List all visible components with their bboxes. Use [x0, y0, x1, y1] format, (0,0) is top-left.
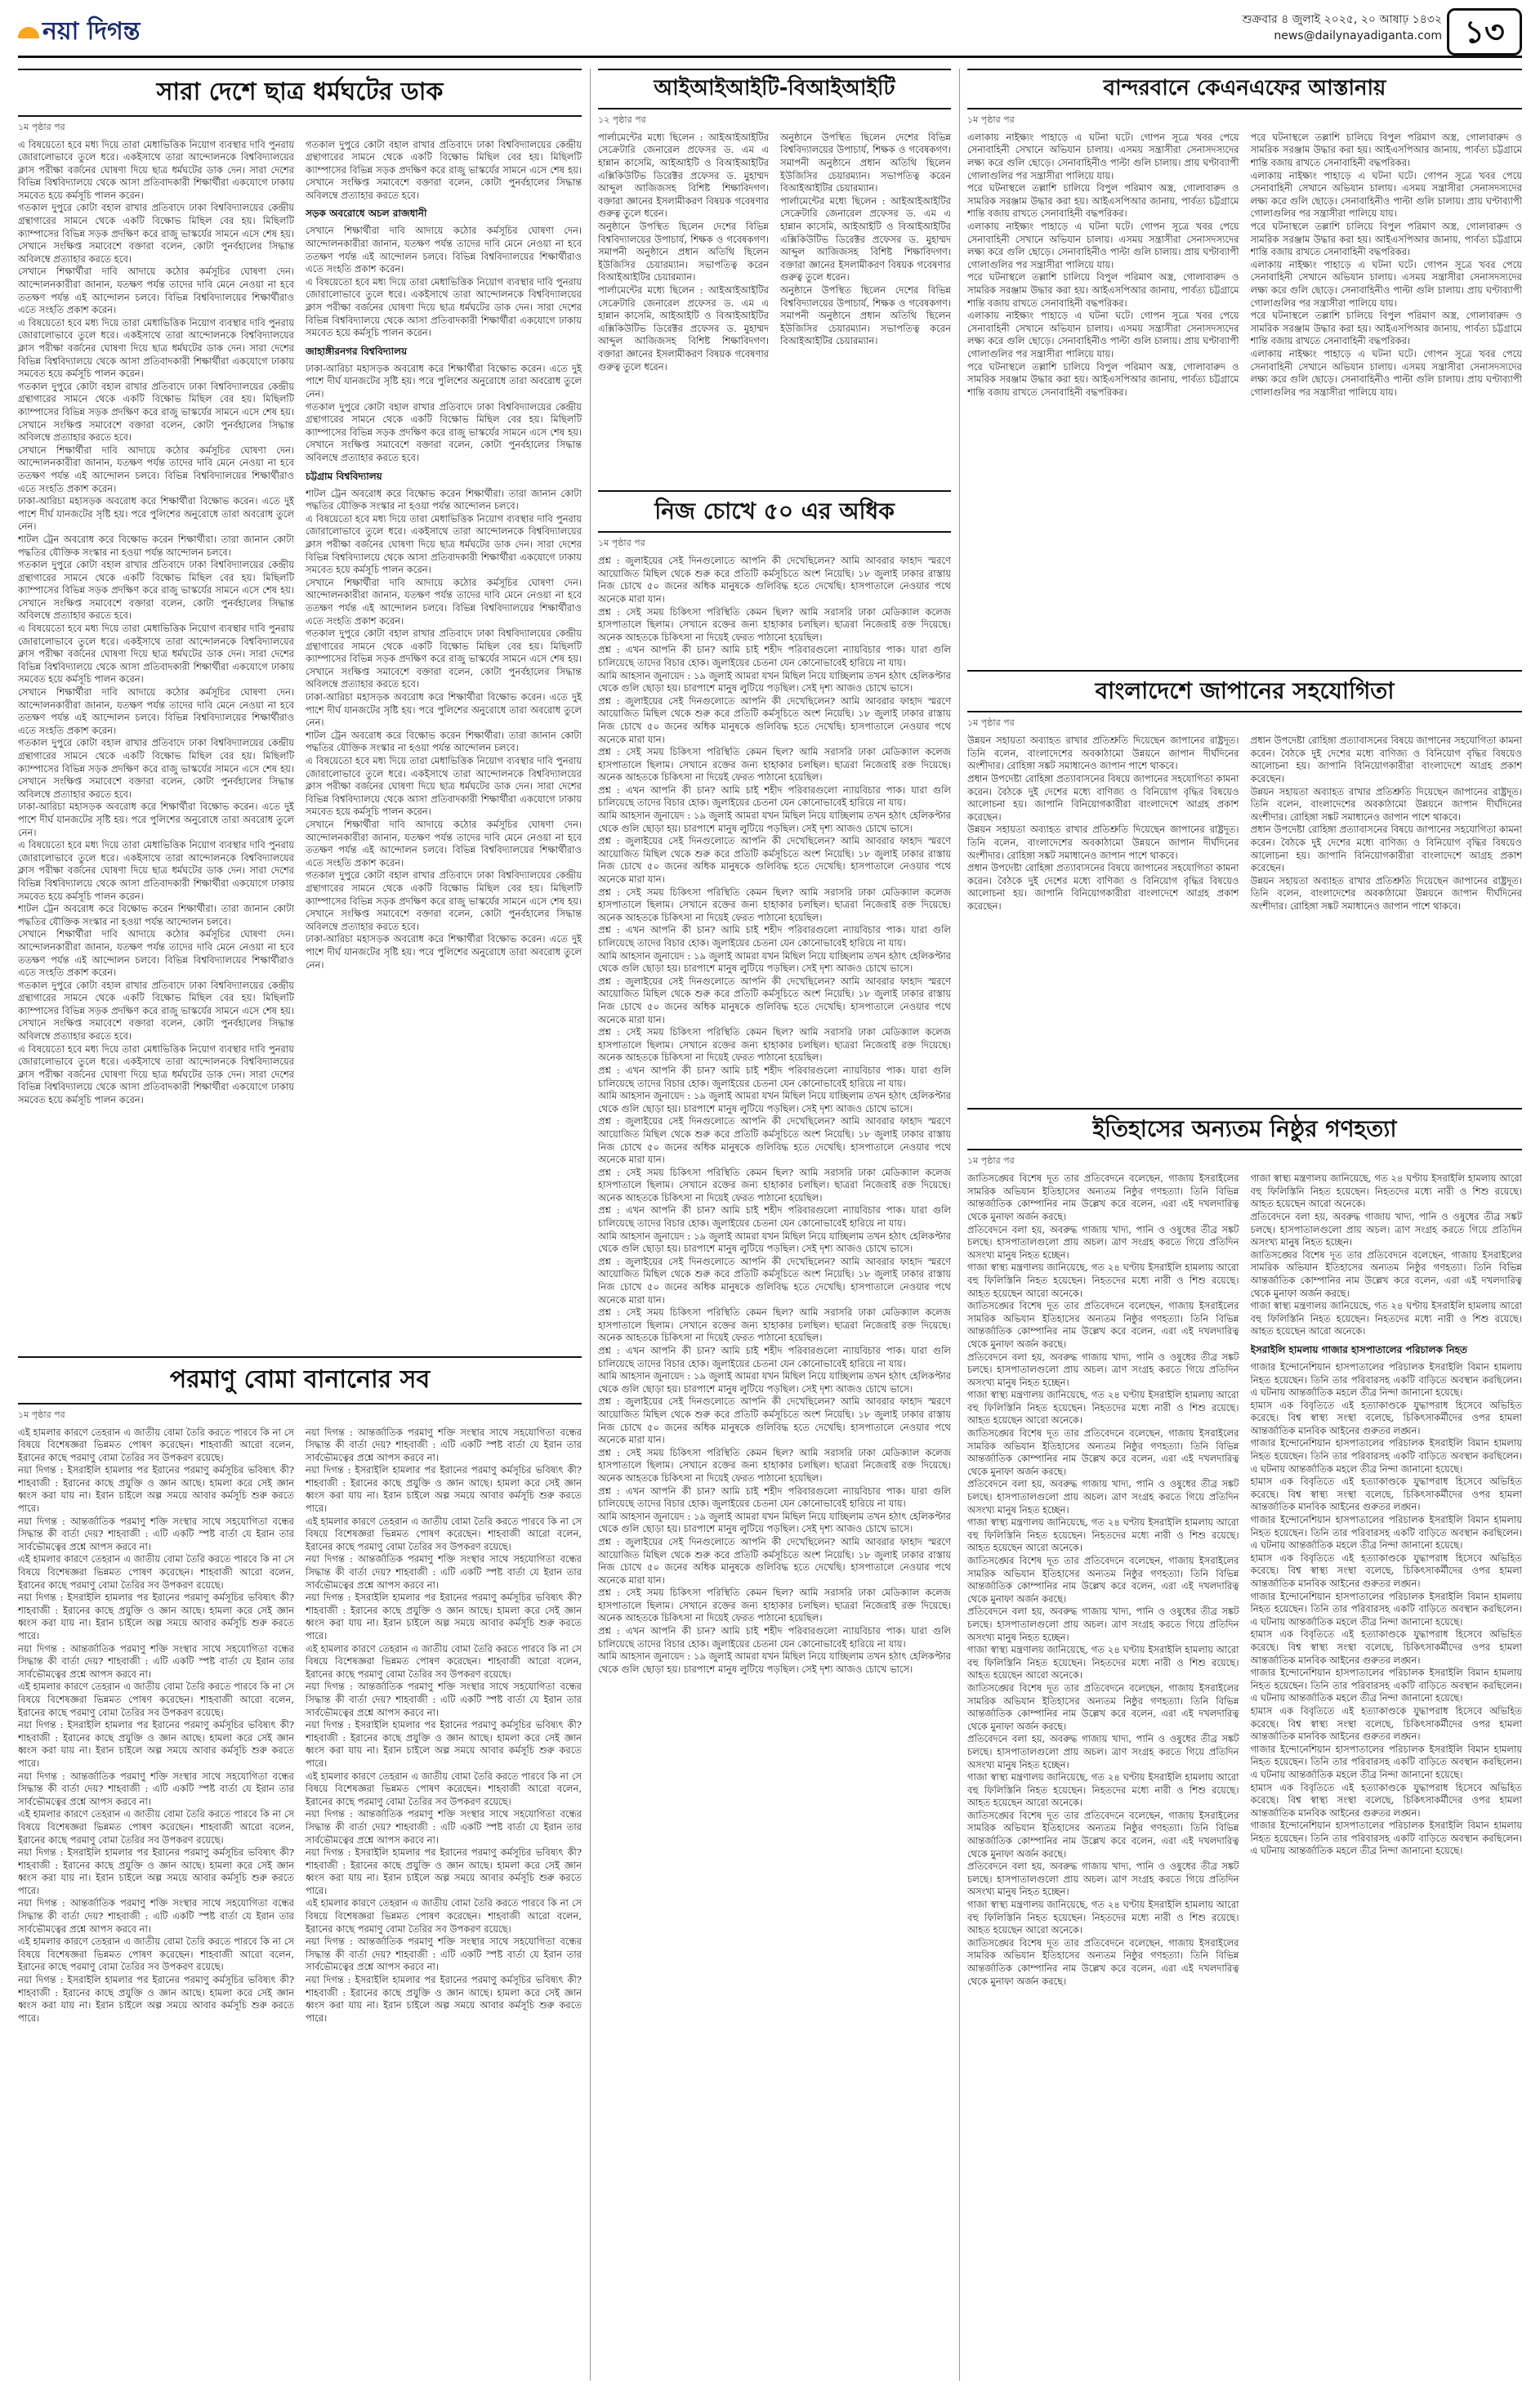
body-text: পরে ঘটনাস্থলে তল্লাশি চালিয়ে বিপুল পরিমাণ অস্ত্র, গোলাবারুদ ও সামরিক সরঞ্জাম উদ্ধার করা হয়। আইএসপিআর জানায়, পার্বত্য চট্টগ্রামে শান্তি বজায় রাখতে সেনাবাহিনী বদ্ধপরিকর। [967, 182, 1239, 220]
column [1251, 132, 1523, 654]
body-text: প্রতিবেদনে বলা হয়, অবরুদ্ধ গাজায় খাদ্য, পানি ও ওষুধের তীব্র সঙ্কট চলছে। হাসপাতালগুলো প্রায় অচল। ত্রাণ সংগ্রহ করতে গিয়ে প্রতিদিন অসংখ্য মানুষ নিহত হচ্ছেন। [1250, 1210, 1522, 1248]
body-text: প্রশ্ন : সেই সময় চিকিৎসা পরিস্থিতি কেমন ছিল? আমি সরাসরি ঢাকা মেডিক্যাল কলেজ হাসপাতালে ছিলাম। সেখানে রক্তের জন্য হাহাকার চলছিল। ছাত্ররা নিজেরাই রক্ত দিয়েছে। অনেক আহতকে চিকিৎসা না দিয়েই ফেরত পাঠানো হয়েছিল। [598, 605, 951, 643]
body-text: এই হামলার কারণে তেহরান এ জাতীয় বোমা তৈরি করতে পারবে কি না সে বিষয়ে বিশেষজ্ঞরা ভিন্নমত পোষণ করেছেন। শাহবাজী আরো বলেন, ইরানের কাছে পরমাণু বোমা তৈরির সব উপকরণ রয়েছে। [18, 1681, 294, 1718]
body-text: এ বিষয়েতো হবে মধ্য দিয়ে তারা মেধাভিত্তিক নিয়োগ ব্যবস্থার দাবি পুনরায় জোরালোভাবে তুলে ধরে। একইসাথে তারা আন্দোলনকে বিশ্ববিদ্যালয়ের ক্লাস পরীক্ষা বর্জনের ঘোষণা দিয়ে ছাত্র ধর্মঘটের ডাক দেন। সারা দেশের বিভিন্ন বিশ্ববিদ্যালয়ে থেকে আসা প্রতিবাদকারী শিক্ষার্থীরা একযোগে ঢাকায় সমবেত হয়ে কর্মসূচি পালন করেন। [18, 839, 294, 902]
body-text: গাজার ইন্দোনেশিয়ান হাসপাতালের পরিচালক ইসরাইলি বিমান হামলায় নিহত হয়েছেন। তিনি তার পরিবারসহ একটি বাড়িতে অবস্থান করছিলেন। এ ঘটনায় আন্তর্জাতিক মহলে তীব্র নিন্দা জানানো হয়েছে। [1250, 1743, 1522, 1780]
body-text: প্রশ্ন : জুলাইয়ের সেই দিনগুলোতে আপনি কী দেখেছিলেন? আমি আবরার ফাহাদ স্মরণে আয়োজিত মিছিল থেকে শুরু করে প্রতিটি কর্মসূচিতে অংশ নিয়েছি। ১৮ জুলাই ঢাকার রাস্তায় নিজ চোখে ৫০ জনের অধিক মানুষকে গুলিবিদ্ধ হতে দেখেছি। হাসপাতালে নেওয়ার পথে অনেকে মারা যান। [598, 694, 951, 745]
body-text: গতকাল দুপুরে কোটা বহাল রাখার প্রতিবাদে ঢাকা বিশ্ববিদ্যালয়ের কেন্দ্রীয় গ্রন্থাগারের সামনে থেকে একটি বিক্ষোভ মিছিল বের হয়। মিছিলটি ক্যাম্পাসের বিভিন্ন সড়ক প্রদক্ষিণ করে রাজু ভাস্কর্যের সামনে এসে শেষ হয়। সেখানে সংক্ষিপ্ত সমাবেশে বক্তারা বলেন, কোটা পুনর্বহালের সিদ্ধান্ত অবিলম্বে প্রত্যাহার করতে হবে। [306, 869, 582, 932]
body-text: প্রধান উপদেষ্টা রোহিঙ্গা প্রত্যাবাসনের বিষয়ে জাপানের সহযোগিতা কামনা করেন। বৈঠকে দুই দেশের মধ্যে বাণিজ্য ও বিনিয়োগ বৃদ্ধির বিষয়েও আলোচনা হয়। জাপানি বিনিয়োগকারীরা বাংলাদেশে আগ্রহ প্রকাশ করেছেন। [967, 772, 1239, 823]
body-text: সেখানে শিক্ষার্থীরা দাবি আদায়ে কঠোর কর্মসূচির ঘোষণা দেন। আন্দোলনকারীরা জানান, যতক্ষণ পর্যন্ত তাদের দাবি মেনে নেওয়া না হবে ততক্ষণ পর্যন্ত এই আন্দোলন চলবে। বিভিন্ন বিশ্ববিদ্যালয়ের শিক্ষার্থীরাও এতে সংহতি প্রকাশ করেন। [306, 819, 582, 869]
body-text: প্রতিবেদনে বলা হয়, অবরুদ্ধ গাজায় খাদ্য, পানি ও ওষুধের তীব্র সঙ্কট চলছে। হাসপাতালগুলো প্রায় অচল। ত্রাণ সংগ্রহ করতে গিয়ে প্রতিদিন অসংখ্য মানুষ নিহত হচ্ছেন। [967, 1860, 1239, 1898]
body-text: প্রধান উপদেষ্টা রোহিঙ্গা প্রত্যাবাসনের বিষয়ে জাপানের সহযোগিতা কামনা করেন। বৈঠকে দুই দেশের মধ্যে বাণিজ্য ও বিনিয়োগ বৃদ্ধির বিষয়েও আলোচনা হয়। জাপানি বিনিয়োগকারীরা বাংলাদেশে আগ্রহ প্রকাশ করেছেন। [1250, 735, 1522, 784]
body-text: প্রশ্ন : সেই সময় চিকিৎসা পরিস্থিতি কেমন ছিল? আমি সরাসরি ঢাকা মেডিক্যাল কলেজ হাসপাতালে ছিলাম। সেখানে রক্তের জন্য হাহাকার চলছিল। ছাত্ররা নিজেরাই রক্ত দিয়েছে। অনেক আহতকে চিকিৎসা না দিয়েই ফেরত পাঠানো হয়েছিল। [598, 1446, 951, 1484]
body-text: নয়া দিগন্ত : ইসরাইলি হামলার পর ইরানের পরমাণু কর্মসূচির ভবিষ্যৎ কী? শাহবাজী : ইরানের কাছে প্রযুক্তি ও জ্ঞান আছে। হামলা করে সেই জ্ঞান ধ্বংস করা যায় না। ইরান চাইলে অল্প সময়ে আবার কর্মসূচি শুরু করতে পারে। [306, 1974, 582, 2024]
body-text: এই হামলার কারণে তেহরান এ জাতীয় বোমা তৈরি করতে পারবে কি না সে বিষয়ে বিশেষজ্ঞরা ভিন্নমত পোষণ করেছেন। শাহবাজী আরো বলেন, ইরানের কাছে পরমাণু বোমা তৈরির সব উপকরণ রয়েছে। [18, 1808, 294, 1846]
body-text: হামাস এক বিবৃতিতে এই হত্যাকাণ্ডকে যুদ্ধাপরাধ হিসেবে অভিহিত করেছে। বিশ্ব স্বাস্থ্য সংস্থা বলেছে, চিকিৎসাকর্মীদের ওপর হামলা আন্তর্জাতিক মানবিক আইনের গুরুতর লঙ্ঘন। [1250, 1552, 1522, 1589]
body-text: এলাকায় নাইক্ষ্যং পাহাড়ে এ ঘটনা ঘটে। গোপন সূত্রে খবর পেয়ে সেনাবাহিনী সেখানে অভিযান চালায়। এসময় সন্ত্রাসীরা সেনাসদস্যদের লক্ষ্য করে গুলি ছোড়ে। সেনাবাহিনীও পাল্টা গুলি চালায়। প্রায় ঘণ্টাব্যাপী গোলাগুলির পর সন্ত্রাসীরা পালিয়ে যায়। [967, 131, 1239, 181]
continuation-marker: ১ম পৃষ্ঠার পর [967, 717, 1015, 729]
body-text: গাজা স্বাস্থ্য মন্ত্রণালয় জানিয়েছে, গত ২৪ ঘণ্টায় ইসরাইলি হামলায় আরো বহু ফিলিস্তিনি নিহত হয়েছেন। নিহতদের মধ্যে নারী ও শিশু রয়েছে। আহত হয়েছেন আরো অনেকে। [1250, 1172, 1522, 1210]
body-text: গাজা স্বাস্থ্য মন্ত্রণালয় জানিয়েছে, গত ২৪ ঘণ্টায় ইসরাইলি হামলায় আরো বহু ফিলিস্তিনি নিহত হয়েছেন। নিহতদের মধ্যে নারী ও শিশু রয়েছে। আহত হয়েছেন আরো অনেকে। [967, 1389, 1239, 1427]
body-text: প্রধান উপদেষ্টা রোহিঙ্গা প্রত্যাবাসনের বিষয়ে জাপানের সহযোগিতা কামনা করেন। বৈঠকে দুই দেশের মধ্যে বাণিজ্য ও বিনিয়োগ বৃদ্ধির বিষয়েও আলোচনা হয়। জাপানি বিনিয়োগকারীরা বাংলাদেশে আগ্রহ প্রকাশ করেছেন। [1250, 824, 1522, 874]
body-text: ঢাকা-আরিচা মহাসড়ক অবরোধ করে শিক্ষার্থীরা বিক্ষোভ করেন। এতে দুই পাশে দীর্ঘ যানজটের সৃষ্টি হয়। পরে পুলিশের অনুরোধে তারা অবরোধ তুলে নেন। [306, 691, 582, 729]
continuation-marker: ১ম পৃষ্ঠার পর [967, 114, 1015, 125]
body-text: গতকাল দুপুরে কোটা বহাল রাখার প্রতিবাদে ঢাকা বিশ্ববিদ্যালয়ের কেন্দ্রীয় গ্রন্থাগারের সামনে থেকে একটি বিক্ষোভ মিছিল বের হয়। মিছিলটি ক্যাম্পাসের বিভিন্ন সড়ক প্রদক্ষিণ করে রাজু ভাস্কর্যের সামনে এসে শেষ হয়। সেখানে সংক্ষিপ্ত সমাবেশে বক্তারা বলেন, কোটা পুনর্বহালের সিদ্ধান্ত অবিলম্বে প্রত্যাহার করতে হবে। [18, 979, 294, 1043]
column [18, 139, 294, 1315]
body-text: নয়া দিগন্ত : ইসরাইলি হামলার পর ইরানের পরমাণু কর্মসূচির ভবিষ্যৎ কী? শাহবাজী : ইরানের কাছে প্রযুক্তি ও জ্ঞান আছে। হামলা করে সেই জ্ঞান ধ্বংস করা যায় না। ইরান চাইলে অল্প সময়ে আবার কর্মসূচি শুরু করতে পারে। [306, 1719, 582, 1769]
body-text: গাজার ইন্দোনেশিয়ান হাসপাতালের পরিচালক ইসরাইলি বিমান হামলায় নিহত হয়েছেন। তিনি তার পরিবারসহ একটি বাড়িতে অবস্থান করছিলেন। এ ঘটনায় আন্তর্জাতিক মহলে তীব্র নিন্দা জানানো হয়েছে। [1250, 1590, 1522, 1628]
newspaper-logo: নয়া দিগন্ত [18, 11, 140, 53]
body-text: নয়া দিগন্ত : আন্তর্জাতিক পরমাণু শক্তি সংস্থার সাথে সহযোগিতা বন্ধের সিদ্ধান্ত কী বার্তা দেয়? শাহবাজী : এটি একটি স্পষ্ট বার্তা যে ইরান তার সার্বভৌমত্বের প্রশ্নে আপস করবে না। [306, 1936, 582, 1973]
subheading: চট্টগ্রাম বিশ্ববিদ্যালয় [306, 470, 382, 482]
body-text: জাতিসঙ্ঘের বিশেষ দূত তার প্রতিবেদনে বলেছেন, গাজায় ইসরাইলের সামরিক অভিযান ইতিহাসের অন্যতম নিষ্ঠুর গণহত্যা। তিনি বিভিন্ন আন্তর্জাতিক কোম্পানির নাম উল্লেখ করে বলেন, এরা এই দখলদারিত্ব থেকে মুনাফা অর্জন করছে। [1250, 1248, 1522, 1299]
body-text: নয়া দিগন্ত : আন্তর্জাতিক পরমাণু শক্তি সংস্থার সাথে সহযোগিতা বন্ধের সিদ্ধান্ত কী বার্তা দেয়? শাহবাজী : এটি একটি স্পষ্ট বার্তা যে ইরান তার সার্বভৌমত্বের প্রশ্নে আপস করবে না। [306, 1808, 582, 1846]
body-text: গতকাল দুপুরে কোটা বহাল রাখার প্রতিবাদে ঢাকা বিশ্ববিদ্যালয়ের কেন্দ্রীয় গ্রন্থাগারের সামনে থেকে একটি বিক্ষোভ মিছিল বের হয়। মিছিলটি ক্যাম্পাসের বিভিন্ন সড়ক প্রদক্ষিণ করে রাজু ভাস্কর্যের সামনে এসে শেষ হয়। সেখানে সংক্ষিপ্ত সমাবেশে বক্তারা বলেন, কোটা পুনর্বহালের সিদ্ধান্ত অবিলম্বে প্রত্যাহার করতে হবে। [306, 627, 582, 690]
body-text: আমি আহসান জুনায়েদ : ১৯ জুলাই আমরা যখন মিছিল নিয়ে যাচ্ছিলাম তখন হঠাৎ হেলিকপ্টার থেকে গুলি ছোড়া হয়। চারপাশে মানুষ লুটিয়ে পড়ছিল। সেই দৃশ্য আজও চোখে ভাসে। [598, 1090, 951, 1114]
body-text: গতকাল দুপুরে কোটা বহাল রাখার প্রতিবাদে ঢাকা বিশ্ববিদ্যালয়ের কেন্দ্রীয় গ্রন্থাগারের সামনে থেকে একটি বিক্ষোভ মিছিল বের হয়। মিছিলটি ক্যাম্পাসের বিভিন্ন সড়ক প্রদক্ষিণ করে রাজু ভাস্কর্যের সামনে এসে শেষ হয়। সেখানে সংক্ষিপ্ত সমাবেশে বক্তারা বলেন, কোটা পুনর্বহালের সিদ্ধান্ত অবিলম্বে প্রত্যাহার করতে হবে। [306, 138, 582, 201]
headline: বাংলাদেশে জাপানের সহযোগিতা [967, 670, 1522, 712]
body-text: জাতিসঙ্ঘের বিশেষ দূত তার প্রতিবেদনে বলেছেন, গাজায় ইসরাইলের সামরিক অভিযান ইতিহাসের অন্যতম নিষ্ঠুর গণহত্যা। তিনি বিভিন্ন আন্তর্জাতিক কোম্পানির নাম উল্লেখ করে বলেন, এরা এই দখলদারিত্ব থেকে মুনাফা অর্জন করছে। [967, 1681, 1239, 1732]
body-text: শাটল ট্রেন অবরোধ করে বিক্ষোভ করেন শিক্ষার্থীরা। তারা জানান কোটা পদ্ধতির যৌক্তিক সংস্কার না হওয়া পর্যন্ত আন্দোলন চলবে। [18, 533, 294, 558]
body-text: আমি আহসান জুনায়েদ : ১৯ জুলাই আমরা যখন মিছিল নিয়ে যাচ্ছিলাম তখন হঠাৎ হেলিকপ্টার থেকে গুলি ছোড়া হয়। চারপাশে মানুষ লুটিয়ে পড়ছিল। সেই দৃশ্য আজও চোখে ভাসে। [598, 810, 951, 834]
masthead-rule [18, 56, 1522, 58]
body-text: শাটল ট্রেন অবরোধ করে বিক্ষোভ করেন শিক্ষার্থীরা। তারা জানান কোটা পদ্ধতির যৌক্তিক সংস্কার না হওয়া পর্যন্ত আন্দোলন চলবে। [306, 729, 582, 754]
story-atomic-bomb [18, 1356, 582, 2382]
body-text: নয়া দিগন্ত : ইসরাইলি হামলার পর ইরানের পরমাণু কর্মসূচির ভবিষ্যৎ কী? শাহবাজী : ইরানের কাছে প্রযুক্তি ও জ্ঞান আছে। হামলা করে সেই জ্ঞান ধ্বংস করা যায় না। ইরান চাইলে অল্প সময়ে আবার কর্মসূচি শুরু করতে পারে। [306, 1464, 582, 1515]
masthead [0, 0, 1540, 57]
body-text: হামাস এক বিবৃতিতে এই হত্যাকাণ্ডকে যুদ্ধাপরাধ হিসেবে অভিহিত করেছে। বিশ্ব স্বাস্থ্য সংস্থা বলেছে, চিকিৎসাকর্মীদের ওপর হামলা আন্তর্জাতিক মানবিক আইনের গুরুতর লঙ্ঘন। [1250, 1704, 1522, 1743]
body-text: সেখানে শিক্ষার্থীরা দাবি আদায়ে কঠোর কর্মসূচির ঘোষণা দেন। আন্দোলনকারীরা জানান, যতক্ষণ পর্যন্ত তাদের দাবি মেনে নেওয়া না হবে ততক্ষণ পর্যন্ত এই আন্দোলন চলবে। বিভিন্ন বিশ্ববিদ্যালয়ের শিক্ষার্থীরাও এতে সংহতি প্রকাশ করেন। [18, 686, 294, 736]
body-text: গাজা স্বাস্থ্য মন্ত্রণালয় জানিয়েছে, গত ২৪ ঘণ্টায় ইসরাইলি হামলায় আরো বহু ফিলিস্তিনি নিহত হয়েছেন। নিহতদের মধ্যে নারী ও শিশু রয়েছে। আহত হয়েছেন আরো অনেকে। [967, 1899, 1239, 1936]
continuation-marker: ১ম পৃষ্ঠার পর [598, 538, 645, 549]
body-text: সেখানে শিক্ষার্থীরা দাবি আদায়ে কঠোর কর্মসূচির ঘোষণা দেন। আন্দোলনকারীরা জানান, যতক্ষণ পর্যন্ত তাদের দাবি মেনে নেওয়া না হবে ততক্ষণ পর্যন্ত এই আন্দোলন চলবে। বিভিন্ন বিশ্ববিদ্যালয়ের শিক্ষার্থীরাও এতে সংহতি প্রকাশ করেন। [306, 576, 582, 627]
body-text: আমি আহসান জুনায়েদ : ১৯ জুলাই আমরা যখন মিছিল নিয়ে যাচ্ছিলাম তখন হঠাৎ হেলিকপ্টার থেকে গুলি ছোড়া হয়। চারপাশে মানুষ লুটিয়ে পড়ছিল। সেই দৃশ্য আজও চোখে ভাসে। [598, 949, 951, 975]
contact-email: news@dailynayadiganta.com [1274, 29, 1442, 42]
body-text: গতকাল দুপুরে কোটা বহাল রাখার প্রতিবাদে ঢাকা বিশ্ববিদ্যালয়ের কেন্দ্রীয় গ্রন্থাগারের সামনে থেকে একটি বিক্ষোভ মিছিল বের হয়। মিছিলটি ক্যাম্পাসের বিভিন্ন সড়ক প্রদক্ষিণ করে রাজু ভাস্কর্যের সামনে এসে শেষ হয়। সেখানে সংক্ষিপ্ত সমাবেশে বক্তারা বলেন, কোটা পুনর্বহালের সিদ্ধান্ত অবিলম্বে প্রত্যাহার করতে হবে। [18, 559, 294, 622]
body-text: নয়া দিগন্ত : আন্তর্জাতিক পরমাণু শক্তি সংস্থার সাথে সহযোগিতা বন্ধের সিদ্ধান্ত কী বার্তা দেয়? শাহবাজী : এটি একটি স্পষ্ট বার্তা যে ইরান তার সার্বভৌমত্বের প্রশ্নে আপস করবে না। [306, 1553, 582, 1591]
body-text: জাতিসঙ্ঘের বিশেষ দূত তার প্রতিবেদনে বলেছেন, গাজায় ইসরাইলের সামরিক অভিযান ইতিহাসের অন্যতম নিষ্ঠুর গণহত্যা। তিনি বিভিন্ন আন্তর্জাতিক কোম্পানির নাম উল্লেখ করে বলেন, এরা এই দখলদারিত্ব থেকে মুনাফা অর্জন করছে। [967, 1809, 1239, 1860]
body-text: এলাকায় নাইক্ষ্যং পাহাড়ে এ ঘটনা ঘটে। গোপন সূত্রে খবর পেয়ে সেনাবাহিনী সেখানে অভিযান চালায়। এসময় সন্ত্রাসীরা সেনাসদস্যদের লক্ষ্য করে গুলি ছোড়ে। সেনাবাহিনীও পাল্টা গুলি চালায়। প্রায় ঘণ্টাব্যাপী গোলাগুলির পর সন্ত্রাসীরা পালিয়ে যায়। [1250, 169, 1522, 220]
body-text: প্রশ্ন : এখন আপনি কী চান? আমি চাই শহীদ পরিবারগুলো ন্যায়বিচার পাক। যারা গুলি চালিয়েছে তাদের বিচার হোক। জুলাইয়ের চেতনা যেন কোনোভাবেই হারিয়ে না যায়। [598, 1204, 951, 1230]
body-text: প্রশ্ন : সেই সময় চিকিৎসা পরিস্থিতি কেমন ছিল? আমি সরাসরি ঢাকা মেডিক্যাল কলেজ হাসপাতালে ছিলাম। সেখানে রক্তের জন্য হাহাকার চলছিল। ছাত্ররা নিজেরাই রক্ত দিয়েছে। অনেক আহতকে চিকিৎসা না দিয়েই ফেরত পাঠানো হয়েছিল। [598, 1306, 951, 1344]
body-text: নয়া দিগন্ত : আন্তর্জাতিক পরমাণু শক্তি সংস্থার সাথে সহযোগিতা বন্ধের সিদ্ধান্ত কী বার্তা দেয়? শাহবাজী : এটি একটি স্পষ্ট বার্তা যে ইরান তার সার্বভৌমত্বের প্রশ্নে আপস করবে না। [18, 1770, 294, 1807]
body-text: প্রশ্ন : সেই সময় চিকিৎসা পরিস্থিতি কেমন ছিল? আমি সরাসরি ঢাকা মেডিক্যাল কলেজ হাসপাতালে ছিলাম। সেখানে রক্তের জন্য হাহাকার চলছিল। ছাত্ররা নিজেরাই রক্ত দিয়েছে। অনেক আহতকে চিকিৎসা না দিয়েই ফেরত পাঠানো হয়েছিল। [598, 1587, 951, 1624]
page-number: ১৩ [1447, 8, 1522, 56]
body-text: এলাকায় নাইক্ষ্যং পাহাড়ে এ ঘটনা ঘটে। গোপন সূত্রে খবর পেয়ে সেনাবাহিনী সেখানে অভিযান চালায়। এসময় সন্ত্রাসীরা সেনাসদস্যদের লক্ষ্য করে গুলি ছোড়ে। সেনাবাহিনীও পাল্টা গুলি চালায়। প্রায় ঘণ্টাব্যাপী গোলাগুলির পর সন্ত্রাসীরা পালিয়ে যায়। [1250, 258, 1522, 309]
body-text: গাজার ইন্দোনেশিয়ান হাসপাতালের পরিচালক ইসরাইলি বিমান হামলায় নিহত হয়েছেন। তিনি তার পরিবারসহ একটি বাড়িতে অবস্থান করছিলেন। এ ঘটনায় আন্তর্জাতিক মহলে তীব্র নিন্দা জানানো হয়েছে। [1250, 1820, 1522, 1857]
body-text: উন্নয়ন সহায়তা অব্যাহত রাখার প্রতিশ্রুতি দিয়েছেন জাপানের রাষ্ট্রদূত। তিনি বলেন, বাংলাদেশের অবকাঠামো উন্নয়নে জাপান দীর্ঘদিনের অংশীদার। রোহিঙ্গা সঙ্কট সমাধানেও জাপান পাশে থাকবে। [967, 735, 1239, 772]
column [967, 1172, 1239, 2373]
body-text: এ বিষয়েতো হবে মধ্য দিয়ে তারা মেধাভিত্তিক নিয়োগ ব্যবস্থার দাবি পুনরায় জোরালোভাবে তুলে ধরে। একইসাথে তারা আন্দোলনকে বিশ্ববিদ্যালয়ের ক্লাস পরীক্ষা বর্জনের ঘোষণা দিয়ে ছাত্র ধর্মঘটের ডাক দেন। সারা দেশের বিভিন্ন বিশ্ববিদ্যালয়ে থেকে আসা প্রতিবাদকারী শিক্ষার্থীরা একযোগে ঢাকায় সমবেত হয়ে কর্মসূচি পালন করেন। [306, 755, 582, 818]
column [967, 132, 1239, 654]
body-text: হামাস এক বিবৃতিতে এই হত্যাকাণ্ডকে যুদ্ধাপরাধ হিসেবে অভিহিত করেছে। বিশ্ব স্বাস্থ্য সংস্থা বলেছে, চিকিৎসাকর্মীদের ওপর হামলা আন্তর্জাতিক মানবিক আইনের গুরুতর লঙ্ঘন। [1250, 1781, 1522, 1819]
body-text: নয়া দিগন্ত : আন্তর্জাতিক পরমাণু শক্তি সংস্থার সাথে সহযোগিতা বন্ধের সিদ্ধান্ত কী বার্তা দেয়? শাহবাজী : এটি একটি স্পষ্ট বার্তা যে ইরান তার সার্বভৌমত্বের প্রশ্নে আপস করবে না। [18, 1515, 294, 1552]
column [780, 132, 951, 475]
body-text: জাতিসঙ্ঘের বিশেষ দূত তার প্রতিবেদনে বলেছেন, গাজায় ইসরাইলের সামরিক অভিযান ইতিহাসের অন্যতম নিষ্ঠুর গণহত্যা। তিনি বিভিন্ন আন্তর্জাতিক কোম্পানির নাম উল্লেখ করে বলেন, এরা এই দখলদারিত্ব থেকে মুনাফা অর্জন করছে। [967, 1172, 1239, 1222]
body-text: গাজার ইন্দোনেশিয়ান হাসপাতালের পরিচালক ইসরাইলি বিমান হামলায় নিহত হয়েছেন। তিনি তার পরিবারসহ একটি বাড়িতে অবস্থান করছিলেন। এ ঘটনায় আন্তর্জাতিক মহলে তীব্র নিন্দা জানানো হয়েছে। [1250, 1437, 1522, 1475]
column [306, 1427, 582, 2366]
column [1251, 735, 1523, 1094]
story-iiit-biit [598, 69, 951, 477]
story-bandarban-knf [967, 69, 1522, 657]
body-text: অনুষ্ঠানে উপস্থিত ছিলেন দেশের বিভিন্ন বিশ্ববিদ্যালয়ের উপাচার্য, শিক্ষক ও গবেষকগণ। সমাপনী অনুষ্ঠানে প্রধান অতিথি ছিলেন ইউজিসির চেয়ারম্যান। সভাপতিত্ব করেন বিআইআইটির চেয়ারম্যান। [598, 221, 769, 284]
body-text: এই হামলার কারণে তেহরান এ জাতীয় বোমা তৈরি করতে পারবে কি না সে বিষয়ে বিশেষজ্ঞরা ভিন্নমত পোষণ করেছেন। শাহবাজী আরো বলেন, ইরানের কাছে পরমাণু বোমা তৈরির সব উপকরণ রয়েছে। [306, 1897, 582, 1935]
column [967, 735, 1239, 1094]
story-student-strike [18, 69, 582, 1343]
body-text: অনুষ্ঠানে উপস্থিত ছিলেন দেশের বিভিন্ন বিশ্ববিদ্যালয়ের উপাচার্য, শিক্ষক ও গবেষকগণ। সমাপনী অনুষ্ঠানে প্রধান অতিথি ছিলেন ইউজিসির চেয়ারম্যান। সভাপতিত্ব করেন বিআইআইটির চেয়ারম্যান। [780, 131, 951, 194]
body-text: প্রশ্ন : জুলাইয়ের সেই দিনগুলোতে আপনি কী দেখেছিলেন? আমি আবরার ফাহাদ স্মরণে আয়োজিত মিছিল থেকে শুরু করে প্রতিটি কর্মসূচিতে অংশ নিয়েছি। ১৮ জুলাই ঢাকার রাস্তায় নিজ চোখে ৫০ জনের অধিক মানুষকে গুলিবিদ্ধ হতে দেখেছি। হাসপাতালে নেওয়ার পথে অনেকে মারা যান। [598, 835, 951, 886]
body-text: নয়া দিগন্ত : আন্তর্জাতিক পরমাণু শক্তি সংস্থার সাথে সহযোগিতা বন্ধের সিদ্ধান্ত কী বার্তা দেয়? শাহবাজী : এটি একটি স্পষ্ট বার্তা যে ইরান তার সার্বভৌমত্বের প্রশ্নে আপস করবে না। [18, 1642, 294, 1680]
body-text: সেখানে শিক্ষার্থীরা দাবি আদায়ে কঠোর কর্মসূচির ঘোষণা দেন। আন্দোলনকারীরা জানান, যতক্ষণ পর্যন্ত তাদের দাবি মেনে নেওয়া না হবে ততক্ষণ পর্যন্ত এই আন্দোলন চলবে। বিভিন্ন বিশ্ববিদ্যালয়ের শিক্ষার্থীরাও এতে সংহতি প্রকাশ করেন। [18, 444, 294, 494]
body-text: আমি আহসান জুনায়েদ : ১৯ জুলাই আমরা যখন মিছিল নিয়ে যাচ্ছিলাম তখন হঠাৎ হেলিকপ্টার থেকে গুলি ছোড়া হয়। চারপাশে মানুষ লুটিয়ে পড়ছিল। সেই দৃশ্য আজও চোখে ভাসে। [598, 1230, 951, 1255]
body-text: প্রশ্ন : জুলাইয়ের সেই দিনগুলোতে আপনি কী দেখেছিলেন? আমি আবরার ফাহাদ স্মরণে আয়োজিত মিছিল থেকে শুরু করে প্রতিটি কর্মসূচিতে অংশ নিয়েছি। ১৮ জুলাই ঢাকার রাস্তায় নিজ চোখে ৫০ জনের অধিক মানুষকে গুলিবিদ্ধ হতে দেখেছি। হাসপাতালে নেওয়ার পথে অনেকে মারা যান। [598, 1535, 951, 1586]
headline: পরমাণু বোমা বানানোর সব [18, 1356, 582, 1404]
column [306, 139, 582, 1315]
body-text: আমি আহসান জুনায়েদ : ১৯ জুলাই আমরা যখন মিছিল নিয়ে যাচ্ছিলাম তখন হঠাৎ হেলিকপ্টার থেকে গুলি ছোড়া হয়। চারপাশে মানুষ লুটিয়ে পড়ছিল। সেই দৃশ্য আজও চোখে ভাসে। [598, 669, 951, 694]
body-text: নয়া দিগন্ত : ইসরাইলি হামলার পর ইরানের পরমাণু কর্মসূচির ভবিষ্যৎ কী? শাহবাজী : ইরানের কাছে প্রযুক্তি ও জ্ঞান আছে। হামলা করে সেই জ্ঞান ধ্বংস করা যায় না। ইরান চাইলে অল্প সময়ে আবার কর্মসূচি শুরু করতে পারে। [18, 1592, 294, 1641]
body-text: পরে ঘটনাস্থলে তল্লাশি চালিয়ে বিপুল পরিমাণ অস্ত্র, গোলাবারুদ ও সামরিক সরঞ্জাম উদ্ধার করা হয়। আইএসপিআর জানায়, পার্বত্য চট্টগ্রামে শান্তি বজায় রাখতে সেনাবাহিনী বদ্ধপরিকর। [1250, 310, 1522, 347]
body-text: শাটল ট্রেন অবরোধ করে বিক্ষোভ করেন শিক্ষার্থীরা। তারা জানান কোটা পদ্ধতির যৌক্তিক সংস্কার না হওয়া পর্যন্ত আন্দোলন চলবে। [18, 903, 294, 927]
story-japan-cooperation [967, 670, 1522, 1095]
body-text: সেখানে শিক্ষার্থীরা দাবি আদায়ে কঠোর কর্মসূচির ঘোষণা দেন। আন্দোলনকারীরা জানান, যতক্ষণ পর্যন্ত তাদের দাবি মেনে নেওয়া না হবে ততক্ষণ পর্যন্ত এই আন্দোলন চলবে। বিভিন্ন বিশ্ববিদ্যালয়ের শিক্ষার্থীরাও এতে সংহতি প্রকাশ করেন। [18, 928, 294, 979]
body-text: ঢাকা-আরিচা মহাসড়ক অবরোধ করে শিক্ষার্থীরা বিক্ষোভ করেন। এতে দুই পাশে দীর্ঘ যানজটের সৃষ্টি হয়। পরে পুলিশের অনুরোধে তারা অবরোধ তুলে নেন। [306, 933, 582, 971]
body-text: জাতিসঙ্ঘের বিশেষ দূত তার প্রতিবেদনে বলেছেন, গাজায় ইসরাইলের সামরিক অভিযান ইতিহাসের অন্যতম নিষ্ঠুর গণহত্যা। তিনি বিভিন্ন আন্তর্জাতিক কোম্পানির নাম উল্লেখ করে বলেন, এরা এই দখলদারিত্ব থেকে মুনাফা অর্জন করছে। [967, 1300, 1239, 1350]
body-text: সেখানে শিক্ষার্থীরা দাবি আদায়ে কঠোর কর্মসূচির ঘোষণা দেন। আন্দোলনকারীরা জানান, যতক্ষণ পর্যন্ত তাদের দাবি মেনে নেওয়া না হবে ততক্ষণ পর্যন্ত এই আন্দোলন চলবে। বিভিন্ন বিশ্ববিদ্যালয়ের শিক্ষার্থীরাও এতে সংহতি প্রকাশ করেন। [306, 225, 582, 275]
story-eyewitness [598, 490, 951, 2382]
body-text: প্রশ্ন : এখন আপনি কী চান? আমি চাই শহীদ পরিবারগুলো ন্যায়বিচার পাক। যারা গুলি চালিয়েছে তাদের বিচার হোক। জুলাইয়ের চেতনা যেন কোনোভাবেই হারিয়ে না যায়। [598, 1625, 951, 1650]
body-text: নয়া দিগন্ত : ইসরাইলি হামলার পর ইরানের পরমাণু কর্মসূচির ভবিষ্যৎ কী? শাহবাজী : ইরানের কাছে প্রযুক্তি ও জ্ঞান আছে। হামলা করে সেই জ্ঞান ধ্বংস করা যায় না। ইরান চাইলে অল্প সময়ে আবার কর্মসূচি শুরু করতে পারে। [306, 1592, 582, 1641]
body-text: প্রশ্ন : সেই সময় চিকিৎসা পরিস্থিতি কেমন ছিল? আমি সরাসরি ঢাকা মেডিক্যাল কলেজ হাসপাতালে ছিলাম। সেখানে রক্তের জন্য হাহাকার চলছিল। ছাত্ররা নিজেরাই রক্ত দিয়েছে। অনেক আহতকে চিকিৎসা না দিয়েই ফেরত পাঠানো হয়েছিল। [598, 746, 951, 784]
body-text: প্রশ্ন : এখন আপনি কী চান? আমি চাই শহীদ পরিবারগুলো ন্যায়বিচার পাক। যারা গুলি চালিয়েছে তাদের বিচার হোক। জুলাইয়ের চেতনা যেন কোনোভাবেই হারিয়ে না যায়। [598, 784, 951, 809]
body-text: জাতিসঙ্ঘের বিশেষ দূত তার প্রতিবেদনে বলেছেন, গাজায় ইসরাইলের সামরিক অভিযান ইতিহাসের অন্যতম নিষ্ঠুর গণহত্যা। তিনি বিভিন্ন আন্তর্জাতিক কোম্পানির নাম উল্লেখ করে বলেন, এরা এই দখলদারিত্ব থেকে মুনাফা অর্জন করছে। [967, 1427, 1239, 1477]
body-text: এই হামলার কারণে তেহরান এ জাতীয় বোমা তৈরি করতে পারবে কি না সে বিষয়ে বিশেষজ্ঞরা ভিন্নমত পোষণ করেছেন। শাহবাজী আরো বলেন, ইরানের কাছে পরমাণু বোমা তৈরির সব উপকরণ রয়েছে। [18, 1936, 294, 1973]
body-text: শাটল ট্রেন অবরোধ করে বিক্ষোভ করেন শিক্ষার্থীরা। তারা জানান কোটা পদ্ধতির যৌক্তিক সংস্কার না হওয়া পর্যন্ত আন্দোলন চলবে। [306, 487, 582, 512]
body-text: ঢাকা-আরিচা মহাসড়ক অবরোধ করে শিক্ষার্থীরা বিক্ষোভ করেন। এতে দুই পাশে দীর্ঘ যানজটের সৃষ্টি হয়। পরে পুলিশের অনুরোধে তারা অবরোধ তুলে নেন। [18, 495, 294, 533]
body-text: নয়া দিগন্ত : ইসরাইলি হামলার পর ইরানের পরমাণু কর্মসূচির ভবিষ্যৎ কী? শাহবাজী : ইরানের কাছে প্রযুক্তি ও জ্ঞান আছে। হামলা করে সেই জ্ঞান ধ্বংস করা যায় না। ইরান চাইলে অল্প সময়ে আবার কর্মসূচি শুরু করতে পারে। [18, 1847, 294, 1896]
column [18, 1427, 294, 2366]
body-text: গতকাল দুপুরে কোটা বহাল রাখার প্রতিবাদে ঢাকা বিশ্ববিদ্যালয়ের কেন্দ্রীয় গ্রন্থাগারের সামনে থেকে একটি বিক্ষোভ মিছিল বের হয়। মিছিলটি ক্যাম্পাসের বিভিন্ন সড়ক প্রদক্ষিণ করে রাজু ভাস্কর্যের সামনে এসে শেষ হয়। সেখানে সংক্ষিপ্ত সমাবেশে বক্তারা বলেন, কোটা পুনর্বহালের সিদ্ধান্ত অবিলম্বে প্রত্যাহার করতে হবে। [18, 737, 294, 800]
body-text: গতকাল দুপুরে কোটা বহাল রাখার প্রতিবাদে ঢাকা বিশ্ববিদ্যালয়ের কেন্দ্রীয় গ্রন্থাগারের সামনে থেকে একটি বিক্ষোভ মিছিল বের হয়। মিছিলটি ক্যাম্পাসের বিভিন্ন সড়ক প্রদক্ষিণ করে রাজু ভাস্কর্যের সামনে এসে শেষ হয়। সেখানে সংক্ষিপ্ত সমাবেশে বক্তারা বলেন, কোটা পুনর্বহালের সিদ্ধান্ত অবিলম্বে প্রত্যাহার করতে হবে। [306, 400, 582, 463]
headline: আইআইআইটি-বিআইআইটি [598, 69, 951, 109]
body-text: নয়া দিগন্ত : ইসরাইলি হামলার পর ইরানের পরমাণু কর্মসূচির ভবিষ্যৎ কী? শাহবাজী : ইরানের কাছে প্রযুক্তি ও জ্ঞান আছে। হামলা করে সেই জ্ঞান ধ্বংস করা যায় না। ইরান চাইলে অল্প সময়ে আবার কর্মসূচি শুরু করতে পারে। [18, 1719, 294, 1769]
body-text: এলাকায় নাইক্ষ্যং পাহাড়ে এ ঘটনা ঘটে। গোপন সূত্রে খবর পেয়ে সেনাবাহিনী সেখানে অভিযান চালায়। এসময় সন্ত্রাসীরা সেনাসদস্যদের লক্ষ্য করে গুলি ছোড়ে। সেনাবাহিনীও পাল্টা গুলি চালায়। প্রায় ঘণ্টাব্যাপী গোলাগুলির পর সন্ত্রাসীরা পালিয়ে যায়। [1250, 347, 1522, 398]
body-text: পার্লামেন্টের মধ্যে ছিলেন : আইআইআইটির সেক্রেটারি জেনারেল প্রফেসর ড. এম এ হান্নান কাসেমি, আইআইটি ও বিআইআইটির এক্সিকিউটিভ ডিরেক্টর প্রফেসর ড. মুহাম্মদ আব্দুল আজিজসহ বিশিষ্ট শিক্ষাবিদগণ। বক্তারা জ্ঞানের ইসলামীকরণ বিষয়ক গবেষণার গুরুত্ব তুলে ধরেন। [598, 284, 769, 373]
headline: সারা দেশে ছাত্র ধর্মঘটের ডাক [18, 69, 582, 117]
article-body [598, 555, 951, 2377]
body-text: হামাস এক বিবৃতিতে এই হত্যাকাণ্ডকে যুদ্ধাপরাধ হিসেবে অভিহিত করেছে। বিশ্ব স্বাস্থ্য সংস্থা বলেছে, চিকিৎসাকর্মীদের ওপর হামলা আন্তর্জাতিক মানবিক আইনের গুরুতর লঙ্ঘন। [1250, 1399, 1522, 1436]
body-text: পরে ঘটনাস্থলে তল্লাশি চালিয়ে বিপুল পরিমাণ অস্ত্র, গোলাবারুদ ও সামরিক সরঞ্জাম উদ্ধার করা হয়। আইএসপিআর জানায়, পার্বত্য চট্টগ্রামে শান্তি বজায় রাখতে সেনাবাহিনী বদ্ধপরিকর। [967, 360, 1239, 398]
body-text: পার্লামেন্টের মধ্যে ছিলেন : আইআইআইটির সেক্রেটারি জেনারেল প্রফেসর ড. এম এ হান্নান কাসেমি, আইআইটি ও বিআইআইটির এক্সিকিউটিভ ডিরেক্টর প্রফেসর ড. মুহাম্মদ আব্দুল আজিজসহ বিশিষ্ট শিক্ষাবিদগণ। বক্তারা জ্ঞানের ইসলামীকরণ বিষয়ক গবেষণার গুরুত্ব তুলে ধরেন। [780, 194, 951, 284]
body-text: আমি আহসান জুনায়েদ : ১৯ জুলাই আমরা যখন মিছিল নিয়ে যাচ্ছিলাম তখন হঠাৎ হেলিকপ্টার থেকে গুলি ছোড়া হয়। চারপাশে মানুষ লুটিয়ে পড়ছিল। সেই দৃশ্য আজও চোখে ভাসে। [598, 1510, 951, 1535]
body-text: গাজা স্বাস্থ্য মন্ত্রণালয় জানিয়েছে, গত ২৪ ঘণ্টায় ইসরাইলি হামলায় আরো বহু ফিলিস্তিনি নিহত হয়েছেন। নিহতদের মধ্যে নারী ও শিশু রয়েছে। আহত হয়েছেন আরো অনেকে। [967, 1644, 1239, 1681]
headline: ইতিহাসের অন্যতম নিষ্ঠুর গণহত্যা [967, 1108, 1522, 1150]
body-text: আমি আহসান জুনায়েদ : ১৯ জুলাই আমরা যখন মিছিল নিয়ে যাচ্ছিলাম তখন হঠাৎ হেলিকপ্টার থেকে গুলি ছোড়া হয়। চারপাশে মানুষ লুটিয়ে পড়ছিল। সেই দৃশ্য আজও চোখে ভাসে। [598, 1650, 951, 1675]
headline: নিজ চোখে ৫০ এর অধিক [598, 490, 951, 533]
body-text: প্রশ্ন : সেই সময় চিকিৎসা পরিস্থিতি কেমন ছিল? আমি সরাসরি ঢাকা মেডিক্যাল কলেজ হাসপাতালে ছিলাম। সেখানে রক্তের জন্য হাহাকার চলছিল। ছাত্ররা নিজেরাই রক্ত দিয়েছে। অনেক আহতকে চিকিৎসা না দিয়েই ফেরত পাঠানো হয়েছিল। [598, 1026, 951, 1064]
body-text: হামাস এক বিবৃতিতে এই হত্যাকাণ্ডকে যুদ্ধাপরাধ হিসেবে অভিহিত করেছে। বিশ্ব স্বাস্থ্য সংস্থা বলেছে, চিকিৎসাকর্মীদের ওপর হামলা আন্তর্জাতিক মানবিক আইনের গুরুতর লঙ্ঘন। [1250, 1476, 1522, 1513]
body-text: গতকাল দুপুরে কোটা বহাল রাখার প্রতিবাদে ঢাকা বিশ্ববিদ্যালয়ের কেন্দ্রীয় গ্রন্থাগারের সামনে থেকে একটি বিক্ষোভ মিছিল বের হয়। মিছিলটি ক্যাম্পাসের বিভিন্ন সড়ক প্রদক্ষিণ করে রাজু ভাস্কর্যের সামনে এসে শেষ হয়। সেখানে সংক্ষিপ্ত সমাবেশে বক্তারা বলেন, কোটা পুনর্বহালের সিদ্ধান্ত অবিলম্বে প্রত্যাহার করতে হবে। [18, 380, 294, 444]
body-text: প্রশ্ন : এখন আপনি কী চান? আমি চাই শহীদ পরিবারগুলো ন্যায়বিচার পাক। যারা গুলি চালিয়েছে তাদের বিচার হোক। জুলাইয়ের চেতনা যেন কোনোভাবেই হারিয়ে না যায়। [598, 924, 951, 949]
subheading: সড়ক অবরোধে অচল রাজধানী [306, 208, 427, 220]
body-text: এ বিষয়েতো হবে মধ্য দিয়ে তারা মেধাভিত্তিক নিয়োগ ব্যবস্থার দাবি পুনরায় জোরালোভাবে তুলে ধরে। একইসাথে তারা আন্দোলনকে বিশ্ববিদ্যালয়ের ক্লাস পরীক্ষা বর্জনের ঘোষণা দিয়ে ছাত্র ধর্মঘটের ডাক দেন। সারা দেশের বিভিন্ন বিশ্ববিদ্যালয়ে থেকে আসা প্রতিবাদকারী শিক্ষার্থীরা একযোগে ঢাকায় সমবেত হয়ে কর্মসূচি পালন করেন। [18, 623, 294, 685]
issue-date: শুক্রবার ৪ জুলাই ২০২৫, ২০ আষাঢ় ১৪৩২ [1242, 13, 1442, 26]
body-text: পরে ঘটনাস্থলে তল্লাশি চালিয়ে বিপুল পরিমাণ অস্ত্র, গোলাবারুদ ও সামরিক সরঞ্জাম উদ্ধার করা হয়। আইএসপিআর জানায়, পার্বত্য চট্টগ্রামে শান্তি বজায় রাখতে সেনাবাহিনী বদ্ধপরিকর। [1250, 131, 1522, 169]
body-text: নয়া দিগন্ত : ইসরাইলি হামলার পর ইরানের পরমাণু কর্মসূচির ভবিষ্যৎ কী? শাহবাজী : ইরানের কাছে প্রযুক্তি ও জ্ঞান আছে। হামলা করে সেই জ্ঞান ধ্বংস করা যায় না। ইরান চাইলে অল্প সময়ে আবার কর্মসূচি শুরু করতে পারে। [306, 1847, 582, 1896]
body-text: প্রতিবেদনে বলা হয়, অবরুদ্ধ গাজায় খাদ্য, পানি ও ওষুধের তীব্র সঙ্কট চলছে। হাসপাতালগুলো প্রায় অচল। ত্রাণ সংগ্রহ করতে গিয়ে প্রতিদিন অসংখ্য মানুষ নিহত হচ্ছেন। [967, 1478, 1239, 1516]
body-text: প্রতিবেদনে বলা হয়, অবরুদ্ধ গাজায় খাদ্য, পানি ও ওষুধের তীব্র সঙ্কট চলছে। হাসপাতালগুলো প্রায় অচল। ত্রাণ সংগ্রহ করতে গিয়ে প্রতিদিন অসংখ্য মানুষ নিহত হচ্ছেন। [967, 1733, 1239, 1771]
subheading: জাহাঙ্গীরনগর বিশ্ববিদ্যালয় [306, 345, 408, 357]
body-text: প্রতিবেদনে বলা হয়, অবরুদ্ধ গাজায় খাদ্য, পানি ও ওষুধের তীব্র সঙ্কট চলছে। হাসপাতালগুলো প্রায় অচল। ত্রাণ সংগ্রহ করতে গিয়ে প্রতিদিন অসংখ্য মানুষ নিহত হচ্ছেন। [967, 1223, 1239, 1261]
body-text: উন্নয়ন সহায়তা অব্যাহত রাখার প্রতিশ্রুতি দিয়েছেন জাপানের রাষ্ট্রদূত। তিনি বলেন, বাংলাদেশের অবকাঠামো উন্নয়নে জাপান দীর্ঘদিনের অংশীদার। রোহিঙ্গা সঙ্কট সমাধানেও জাপান পাশে থাকবে। [1250, 785, 1522, 823]
sun-icon [18, 27, 39, 38]
column [1251, 1172, 1523, 2373]
body-text: গাজার ইন্দোনেশিয়ান হাসপাতালের পরিচালক ইসরাইলি বিমান হামলায় নিহত হয়েছেন। তিনি তার পরিবারসহ একটি বাড়িতে অবস্থান করছিলেন। এ ঘটনায় আন্তর্জাতিক মহলে তীব্র নিন্দা জানানো হয়েছে। [1250, 1667, 1522, 1704]
body-text: এ বিষয়েতো হবে মধ্য দিয়ে তারা মেধাভিত্তিক নিয়োগ ব্যবস্থার দাবি পুনরায় জোরালোভাবে তুলে ধরে। একইসাথে তারা আন্দোলনকে বিশ্ববিদ্যালয়ের ক্লাস পরীক্ষা বর্জনের ঘোষণা দিয়ে ছাত্র ধর্মঘটের ডাক দেন। সারা দেশের বিভিন্ন বিশ্ববিদ্যালয়ে থেকে আসা প্রতিবাদকারী শিক্ষার্থীরা একযোগে ঢাকায় সমবেত হয়ে কর্মসূচি পালন করেন। [306, 275, 582, 339]
body-text: প্রশ্ন : সেই সময় চিকিৎসা পরিস্থিতি কেমন ছিল? আমি সরাসরি ঢাকা মেডিক্যাল কলেজ হাসপাতালে ছিলাম। সেখানে রক্তের জন্য হাহাকার চলছিল। ছাত্ররা নিজেরাই রক্ত দিয়েছে। অনেক আহতকে চিকিৎসা না দিয়েই ফেরত পাঠানো হয়েছিল। [598, 1166, 951, 1203]
body-text: এ বিষয়েতো হবে মধ্য দিয়ে তারা মেধাভিত্তিক নিয়োগ ব্যবস্থার দাবি পুনরায় জোরালোভাবে তুলে ধরে। একইসাথে তারা আন্দোলনকে বিশ্ববিদ্যালয়ের ক্লাস পরীক্ষা বর্জনের ঘোষণা দিয়ে ছাত্র ধর্মঘটের ডাক দেন। সারা দেশের বিভিন্ন বিশ্ববিদ্যালয়ে থেকে আসা প্রতিবাদকারী শিক্ষার্থীরা একযোগে ঢাকায় সমবেত হয়ে কর্মসূচি পালন করেন। [18, 138, 294, 201]
body-text: এ বিষয়েতো হবে মধ্য দিয়ে তারা মেধাভিত্তিক নিয়োগ ব্যবস্থার দাবি পুনরায় জোরালোভাবে তুলে ধরে। একইসাথে তারা আন্দোলনকে বিশ্ববিদ্যালয়ের ক্লাস পরীক্ষা বর্জনের ঘোষণা দিয়ে ছাত্র ধর্মঘটের ডাক দেন। সারা দেশের বিভিন্ন বিশ্ববিদ্যালয়ে থেকে আসা প্রতিবাদকারী শিক্ষার্থীরা একযোগে ঢাকায় সমবেত হয়ে কর্মসূচি পালন করেন। [18, 1043, 294, 1106]
body-text: নয়া দিগন্ত : ইসরাইলি হামলার পর ইরানের পরমাণু কর্মসূচির ভবিষ্যৎ কী? শাহবাজী : ইরানের কাছে প্রযুক্তি ও জ্ঞান আছে। হামলা করে সেই জ্ঞান ধ্বংস করা যায় না। ইরান চাইলে অল্প সময়ে আবার কর্মসূচি শুরু করতে পারে। [18, 1464, 294, 1515]
headline: বান্দরবানে কেএনএফের আস্তানায় [967, 69, 1522, 109]
body-text: এই হামলার কারণে তেহরান এ জাতীয় বোমা তৈরি করতে পারবে কি না সে বিষয়ে বিশেষজ্ঞরা ভিন্নমত পোষণ করেছেন। শাহবাজী আরো বলেন, ইরানের কাছে পরমাণু বোমা তৈরির সব উপকরণ রয়েছে। [18, 1553, 294, 1591]
column-divider [590, 69, 591, 2381]
body-text: পার্লামেন্টের মধ্যে ছিলেন : আইআইআইটির সেক্রেটারি জেনারেল প্রফেসর ড. এম এ হান্নান কাসেমি, আইআইটি ও বিআইআইটির এক্সিকিউটিভ ডিরেক্টর প্রফেসর ড. মুহাম্মদ আব্দুল আজিজসহ বিশিষ্ট শিক্ষাবিদগণ। বক্তারা জ্ঞানের ইসলামীকরণ বিষয়ক গবেষণার গুরুত্ব তুলে ধরেন। [598, 131, 769, 220]
body-text: প্রশ্ন : জুলাইয়ের সেই দিনগুলোতে আপনি কী দেখেছিলেন? আমি আবরার ফাহাদ স্মরণে আয়োজিত মিছিল থেকে শুরু করে প্রতিটি কর্মসূচিতে অংশ নিয়েছি। ১৮ জুলাই ঢাকার রাস্তায় নিজ চোখে ৫০ জনের অধিক মানুষকে গুলিবিদ্ধ হতে দেখেছি। হাসপাতালে নেওয়ার পথে অনেকে মারা যান। [598, 555, 951, 605]
dateline [1242, 11, 1442, 44]
body-text: ঢাকা-আরিচা মহাসড়ক অবরোধ করে শিক্ষার্থীরা বিক্ষোভ করেন। এতে দুই পাশে দীর্ঘ যানজটের সৃষ্টি হয়। পরে পুলিশের অনুরোধে তারা অবরোধ তুলে নেন। [306, 362, 582, 400]
body-text: প্রশ্ন : জুলাইয়ের সেই দিনগুলোতে আপনি কী দেখেছিলেন? আমি আবরার ফাহাদ স্মরণে আয়োজিত মিছিল থেকে শুরু করে প্রতিটি কর্মসূচিতে অংশ নিয়েছি। ১৮ জুলাই ঢাকার রাস্তায় নিজ চোখে ৫০ জনের অধিক মানুষকে গুলিবিদ্ধ হতে দেখেছি। হাসপাতালে নেওয়ার পথে অনেকে মারা যান। [598, 1395, 951, 1446]
body-text: নয়া দিগন্ত : আন্তর্জাতিক পরমাণু শক্তি সংস্থার সাথে সহযোগিতা বন্ধের সিদ্ধান্ত কী বার্তা দেয়? শাহবাজী : এটি একটি স্পষ্ট বার্তা যে ইরান তার সার্বভৌমত্বের প্রশ্নে আপস করবে না। [18, 1897, 294, 1935]
body-text: এলাকায় নাইক্ষ্যং পাহাড়ে এ ঘটনা ঘটে। গোপন সূত্রে খবর পেয়ে সেনাবাহিনী সেখানে অভিযান চালায়। এসময় সন্ত্রাসীরা সেনাসদস্যদের লক্ষ্য করে গুলি ছোড়ে। সেনাবাহিনীও পাল্টা গুলি চালায়। প্রায় ঘণ্টাব্যাপী গোলাগুলির পর সন্ত্রাসীরা পালিয়ে যায়। [967, 310, 1239, 359]
story-gaza-genocide [967, 1108, 1522, 2382]
body-text: এই হামলার কারণে তেহরান এ জাতীয় বোমা তৈরি করতে পারবে কি না সে বিষয়ে বিশেষজ্ঞরা ভিন্নমত পোষণ করেছেন। শাহবাজী আরো বলেন, ইরানের কাছে পরমাণু বোমা তৈরির সব উপকরণ রয়েছে। [18, 1426, 294, 1463]
column-divider [959, 69, 960, 2381]
body-text: পরে ঘটনাস্থলে তল্লাশি চালিয়ে বিপুল পরিমাণ অস্ত্র, গোলাবারুদ ও সামরিক সরঞ্জাম উদ্ধার করা হয়। আইএসপিআর জানায়, পার্বত্য চট্টগ্রামে শান্তি বজায় রাখতে সেনাবাহিনী বদ্ধপরিকর। [1250, 221, 1522, 258]
body-text: জাতিসঙ্ঘের বিশেষ দূত তার প্রতিবেদনে বলেছেন, গাজায় ইসরাইলের সামরিক অভিযান ইতিহাসের অন্যতম নিষ্ঠুর গণহত্যা। তিনি বিভিন্ন আন্তর্জাতিক কোম্পানির নাম উল্লেখ করে বলেন, এরা এই দখলদারিত্ব থেকে মুনাফা অর্জন করছে। [967, 1555, 1239, 1605]
body-text: এ বিষয়েতো হবে মধ্য দিয়ে তারা মেধাভিত্তিক নিয়োগ ব্যবস্থার দাবি পুনরায় জোরালোভাবে তুলে ধরে। একইসাথে তারা আন্দোলনকে বিশ্ববিদ্যালয়ের ক্লাস পরীক্ষা বর্জনের ঘোষণা দিয়ে ছাত্র ধর্মঘটের ডাক দেন। সারা দেশের বিভিন্ন বিশ্ববিদ্যালয়ে থেকে আসা প্রতিবাদকারী শিক্ষার্থীরা একযোগে ঢাকায় সমবেত হয়ে কর্মসূচি পালন করেন। [306, 512, 582, 576]
body-text: নয়া দিগন্ত : ইসরাইলি হামলার পর ইরানের পরমাণু কর্মসূচির ভবিষ্যৎ কী? শাহবাজী : ইরানের কাছে প্রযুক্তি ও জ্ঞান আছে। হামলা করে সেই জ্ঞান ধ্বংস করা যায় না। ইরান চাইলে অল্প সময়ে আবার কর্মসূচি শুরু করতে পারে। [18, 1974, 294, 2024]
body-text: এলাকায় নাইক্ষ্যং পাহাড়ে এ ঘটনা ঘটে। গোপন সূত্রে খবর পেয়ে সেনাবাহিনী সেখানে অভিযান চালায়। এসময় সন্ত্রাসীরা সেনাসদস্যদের লক্ষ্য করে গুলি ছোড়ে। সেনাবাহিনীও পাল্টা গুলি চালায়। প্রায় ঘণ্টাব্যাপী গোলাগুলির পর সন্ত্রাসীরা পালিয়ে যায়। [967, 221, 1239, 270]
subheading: ইসরাইলি হামলায় গাজার হাসপাতালের পরিচালক নিহত [1250, 1343, 1467, 1355]
body-text: প্রশ্ন : এখন আপনি কী চান? আমি চাই শহীদ পরিবারগুলো ন্যায়বিচার পাক। যারা গুলি চালিয়েছে তাদের বিচার হোক। জুলাইয়ের চেতনা যেন কোনোভাবেই হারিয়ে না যায়। [598, 1064, 951, 1089]
body-text: প্রশ্ন : এখন আপনি কী চান? আমি চাই শহীদ পরিবারগুলো ন্যায়বিচার পাক। যারা গুলি চালিয়েছে তাদের বিচার হোক। জুলাইয়ের চেতনা যেন কোনোভাবেই হারিয়ে না যায়। [598, 1345, 951, 1369]
continuation-marker: ১ম পৃষ্ঠার পর [967, 1155, 1015, 1167]
column [598, 132, 769, 475]
body-text: প্রশ্ন : এখন আপনি কী চান? আমি চাই শহীদ পরিবারগুলো ন্যায়বিচার পাক। যারা গুলি চালিয়েছে তাদের বিচার হোক। জুলাইয়ের চেতনা যেন কোনোভাবেই হারিয়ে না যায়। [598, 644, 951, 668]
body-text: এই হামলার কারণে তেহরান এ জাতীয় বোমা তৈরি করতে পারবে কি না সে বিষয়ে বিশেষজ্ঞরা ভিন্নমত পোষণ করেছেন। শাহবাজী আরো বলেন, ইরানের কাছে পরমাণু বোমা তৈরির সব উপকরণ রয়েছে। [306, 1642, 582, 1680]
body-text: জাতিসঙ্ঘের বিশেষ দূত তার প্রতিবেদনে বলেছেন, গাজায় ইসরাইলের সামরিক অভিযান ইতিহাসের অন্যতম নিষ্ঠুর গণহত্যা। তিনি বিভিন্ন আন্তর্জাতিক কোম্পানির নাম উল্লেখ করে বলেন, এরা এই দখলদারিত্ব থেকে মুনাফা অর্জন করছে। [967, 1936, 1239, 1987]
continuation-marker: ১২ পৃষ্ঠার পর [598, 114, 646, 125]
continuation-marker: ১ম পৃষ্ঠার পর [18, 1409, 65, 1420]
body-text: প্রশ্ন : এখন আপনি কী চান? আমি চাই শহীদ পরিবারগুলো ন্যায়বিচার পাক। যারা গুলি চালিয়েছে তাদের বিচার হোক। জুলাইয়ের চেতনা যেন কোনোভাবেই হারিয়ে না যায়। [598, 1485, 951, 1510]
body-text: এই হামলার কারণে তেহরান এ জাতীয় বোমা তৈরি করতে পারবে কি না সে বিষয়ে বিশেষজ্ঞরা ভিন্নমত পোষণ করেছেন। শাহবাজী আরো বলেন, ইরানের কাছে পরমাণু বোমা তৈরির সব উপকরণ রয়েছে। [306, 1770, 582, 1807]
body-text: গাজার ইন্দোনেশিয়ান হাসপাতালের পরিচালক ইসরাইলি বিমান হামলায় নিহত হয়েছেন। তিনি তার পরিবারসহ একটি বাড়িতে অবস্থান করছিলেন। এ ঘটনায় আন্তর্জাতিক মহলে তীব্র নিন্দা জানানো হয়েছে। [1250, 1514, 1522, 1552]
body-text: প্রশ্ন : জুলাইয়ের সেই দিনগুলোতে আপনি কী দেখেছিলেন? আমি আবরার ফাহাদ স্মরণে আয়োজিত মিছিল থেকে শুরু করে প্রতিটি কর্মসূচিতে অংশ নিয়েছি। ১৮ জুলাই ঢাকার রাস্তায় নিজ চোখে ৫০ জনের অধিক মানুষকে গুলিবিদ্ধ হতে দেখেছি। হাসপাতালে নেওয়ার পথে অনেকে মারা যান। [598, 1255, 951, 1306]
body-text: এ বিষয়েতো হবে মধ্য দিয়ে তারা মেধাভিত্তিক নিয়োগ ব্যবস্থার দাবি পুনরায় জোরালোভাবে তুলে ধরে। একইসাথে তারা আন্দোলনকে বিশ্ববিদ্যালয়ের ক্লাস পরীক্ষা বর্জনের ঘোষণা দিয়ে ছাত্র ধর্মঘটের ডাক দেন। সারা দেশের বিভিন্ন বিশ্ববিদ্যালয়ে থেকে আসা প্রতিবাদকারী শিক্ষার্থীরা একযোগে ঢাকায় সমবেত হয়ে কর্মসূচি পালন করেন। [18, 316, 294, 380]
body-text: প্রশ্ন : সেই সময় চিকিৎসা পরিস্থিতি কেমন ছিল? আমি সরাসরি ঢাকা মেডিক্যাল কলেজ হাসপাতালে ছিলাম। সেখানে রক্তের জন্য হাহাকার চলছিল। ছাত্ররা নিজেরাই রক্ত দিয়েছে। অনেক আহতকে চিকিৎসা না দিয়েই ফেরত পাঠানো হয়েছিল। [598, 886, 951, 923]
body-text: আমি আহসান জুনায়েদ : ১৯ জুলাই আমরা যখন মিছিল নিয়ে যাচ্ছিলাম তখন হঠাৎ হেলিকপ্টার থেকে গুলি ছোড়া হয়। চারপাশে মানুষ লুটিয়ে পড়ছিল। সেই দৃশ্য আজও চোখে ভাসে। [598, 1370, 951, 1395]
body-text: সেখানে শিক্ষার্থীরা দাবি আদায়ে কঠোর কর্মসূচির ঘোষণা দেন। আন্দোলনকারীরা জানান, যতক্ষণ পর্যন্ত তাদের দাবি মেনে নেওয়া না হবে ততক্ষণ পর্যন্ত এই আন্দোলন চলবে। বিভিন্ন বিশ্ববিদ্যালয়ের শিক্ষার্থীরাও এতে সংহতি প্রকাশ করেন। [18, 266, 294, 316]
body-text: অনুষ্ঠানে উপস্থিত ছিলেন দেশের বিভিন্ন বিশ্ববিদ্যালয়ের উপাচার্য, শিক্ষক ও গবেষকগণ। সমাপনী অনুষ্ঠানে প্রধান অতিথি ছিলেন ইউজিসির চেয়ারম্যান। সভাপতিত্ব করেন বিআইআইটির চেয়ারম্যান। [780, 284, 951, 347]
body-text: উন্নয়ন সহায়তা অব্যাহত রাখার প্রতিশ্রুতি দিয়েছেন জাপানের রাষ্ট্রদূত। তিনি বলেন, বাংলাদেশের অবকাঠামো উন্নয়নে জাপান দীর্ঘদিনের অংশীদার। রোহিঙ্গা সঙ্কট সমাধানেও জাপান পাশে থাকবে। [967, 824, 1239, 861]
body-text: নয়া দিগন্ত : আন্তর্জাতিক পরমাণু শক্তি সংস্থার সাথে সহযোগিতা বন্ধের সিদ্ধান্ত কী বার্তা দেয়? শাহবাজী : এটি একটি স্পষ্ট বার্তা যে ইরান তার সার্বভৌমত্বের প্রশ্নে আপস করবে না। [306, 1426, 582, 1463]
continuation-marker: ১ম পৃষ্ঠার পর [18, 121, 65, 132]
body-text: উন্নয়ন সহায়তা অব্যাহত রাখার প্রতিশ্রুতি দিয়েছেন জাপানের রাষ্ট্রদূত। তিনি বলেন, বাংলাদেশের অবকাঠামো উন্নয়নে জাপান দীর্ঘদিনের অংশীদার। রোহিঙ্গা সঙ্কট সমাধানেও জাপান পাশে থাকবে। [1250, 874, 1522, 912]
body-text: হামাস এক বিবৃতিতে এই হত্যাকাণ্ডকে যুদ্ধাপরাধ হিসেবে অভিহিত করেছে। বিশ্ব স্বাস্থ্য সংস্থা বলেছে, চিকিৎসাকর্মীদের ওপর হামলা আন্তর্জাতিক মানবিক আইনের গুরুতর লঙ্ঘন। [1250, 1628, 1522, 1666]
body-text: এই হামলার কারণে তেহরান এ জাতীয় বোমা তৈরি করতে পারবে কি না সে বিষয়ে বিশেষজ্ঞরা ভিন্নমত পোষণ করেছেন। শাহবাজী আরো বলেন, ইরানের কাছে পরমাণু বোমা তৈরির সব উপকরণ রয়েছে। [306, 1515, 582, 1552]
body-text: পরে ঘটনাস্থলে তল্লাশি চালিয়ে বিপুল পরিমাণ অস্ত্র, গোলাবারুদ ও সামরিক সরঞ্জাম উদ্ধার করা হয়। আইএসপিআর জানায়, পার্বত্য চট্টগ্রামে শান্তি বজায় রাখতে সেনাবাহিনী বদ্ধপরিকর। [967, 271, 1239, 309]
body-text: ঢাকা-আরিচা মহাসড়ক অবরোধ করে শিক্ষার্থীরা বিক্ষোভ করেন। এতে দুই পাশে দীর্ঘ যানজটের সৃষ্টি হয়। পরে পুলিশের অনুরোধে তারা অবরোধ তুলে নেন। [18, 801, 294, 838]
body-text: নয়া দিগন্ত : আন্তর্জাতিক পরমাণু শক্তি সংস্থার সাথে সহযোগিতা বন্ধের সিদ্ধান্ত কী বার্তা দেয়? শাহবাজী : এটি একটি স্পষ্ট বার্তা যে ইরান তার সার্বভৌমত্বের প্রশ্নে আপস করবে না। [306, 1681, 582, 1718]
body-text: গাজা স্বাস্থ্য মন্ত্রণালয় জানিয়েছে, গত ২৪ ঘণ্টায় ইসরাইলি হামলায় আরো বহু ফিলিস্তিনি নিহত হয়েছেন। নিহতদের মধ্যে নারী ও শিশু রয়েছে। আহত হয়েছেন আরো অনেকে। [967, 1771, 1239, 1809]
body-text: গতকাল দুপুরে কোটা বহাল রাখার প্রতিবাদে ঢাকা বিশ্ববিদ্যালয়ের কেন্দ্রীয় গ্রন্থাগারের সামনে থেকে একটি বিক্ষোভ মিছিল বের হয়। মিছিলটি ক্যাম্পাসের বিভিন্ন সড়ক প্রদক্ষিণ করে রাজু ভাস্কর্যের সামনে এসে শেষ হয়। সেখানে সংক্ষিপ্ত সমাবেশে বক্তারা বলেন, কোটা পুনর্বহালের সিদ্ধান্ত অবিলম্বে প্রত্যাহার করতে হবে। [18, 202, 294, 265]
body-text: প্রশ্ন : জুলাইয়ের সেই দিনগুলোতে আপনি কী দেখেছিলেন? আমি আবরার ফাহাদ স্মরণে আয়োজিত মিছিল থেকে শুরু করে প্রতিটি কর্মসূচিতে অংশ নিয়েছি। ১৮ জুলাই ঢাকার রাস্তায় নিজ চোখে ৫০ জনের অধিক মানুষকে গুলিবিদ্ধ হতে দেখেছি। হাসপাতালে নেওয়ার পথে অনেকে মারা যান। [598, 975, 951, 1025]
body-text: গাজা স্বাস্থ্য মন্ত্রণালয় জানিয়েছে, গত ২৪ ঘণ্টায় ইসরাইলি হামলায় আরো বহু ফিলিস্তিনি নিহত হয়েছেন। নিহতদের মধ্যে নারী ও শিশু রয়েছে। আহত হয়েছেন আরো অনেকে। [1250, 1300, 1522, 1337]
body-text: গাজা স্বাস্থ্য মন্ত্রণালয় জানিয়েছে, গত ২৪ ঘণ্টায় ইসরাইলি হামলায় আরো বহু ফিলিস্তিনি নিহত হয়েছেন। নিহতদের মধ্যে নারী ও শিশু রয়েছে। আহত হয়েছেন আরো অনেকে। [967, 1262, 1239, 1299]
body-text: প্রশ্ন : জুলাইয়ের সেই দিনগুলোতে আপনি কী দেখেছিলেন? আমি আবরার ফাহাদ স্মরণে আয়োজিত মিছিল থেকে শুরু করে প্রতিটি কর্মসূচিতে অংশ নিয়েছি। ১৮ জুলাই ঢাকার রাস্তায় নিজ চোখে ৫০ জনের অধিক মানুষকে গুলিবিদ্ধ হতে দেখেছি। হাসপাতালে নেওয়ার পথে অনেকে মারা যান। [598, 1115, 951, 1166]
body-text: প্রতিবেদনে বলা হয়, অবরুদ্ধ গাজায় খাদ্য, পানি ও ওষুধের তীব্র সঙ্কট চলছে। হাসপাতালগুলো প্রায় অচল। ত্রাণ সংগ্রহ করতে গিয়ে প্রতিদিন অসংখ্য মানুষ নিহত হচ্ছেন। [967, 1351, 1239, 1388]
body-text: গাজা স্বাস্থ্য মন্ত্রণালয় জানিয়েছে, গত ২৪ ঘণ্টায় ইসরাইলি হামলায় আরো বহু ফিলিস্তিনি নিহত হয়েছেন। নিহতদের মধ্যে নারী ও শিশু রয়েছে। আহত হয়েছেন আরো অনেকে। [967, 1516, 1239, 1554]
body-text: প্রধান উপদেষ্টা রোহিঙ্গা প্রত্যাবাসনের বিষয়ে জাপানের সহযোগিতা কামনা করেন। বৈঠকে দুই দেশের মধ্যে বাণিজ্য ও বিনিয়োগ বৃদ্ধির বিষয়েও আলোচনা হয়। জাপানি বিনিয়োগকারীরা বাংলাদেশে আগ্রহ প্রকাশ করেছেন। [967, 862, 1239, 912]
body-text: প্রতিবেদনে বলা হয়, অবরুদ্ধ গাজায় খাদ্য, পানি ও ওষুধের তীব্র সঙ্কট চলছে। হাসপাতালগুলো প্রায় অচল। ত্রাণ সংগ্রহ করতে গিয়ে প্রতিদিন অসংখ্য মানুষ নিহত হচ্ছেন। [967, 1605, 1239, 1643]
body-text: গাজার ইন্দোনেশিয়ান হাসপাতালের পরিচালক ইসরাইলি বিমান হামলায় নিহত হয়েছেন। তিনি তার পরিবারসহ একটি বাড়িতে অবস্থান করছিলেন। এ ঘটনায় আন্তর্জাতিক মহলে তীব্র নিন্দা জানানো হয়েছে। [1250, 1360, 1522, 1399]
